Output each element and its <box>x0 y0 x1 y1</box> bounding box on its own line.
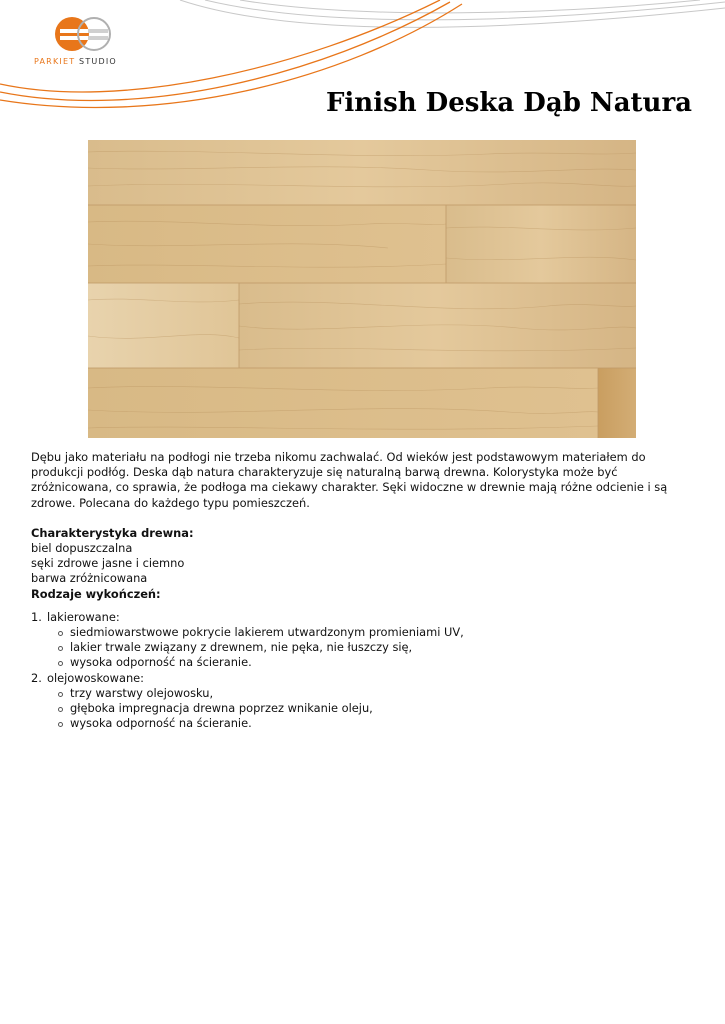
oak-wood-planks-image <box>88 140 636 438</box>
finish-features-list <box>47 625 693 671</box>
description-section <box>31 450 693 731</box>
finish-feature: wysoka odporność na ścieranie. <box>56 655 693 670</box>
finish-number: 2. <box>31 670 42 685</box>
finish-feature: wysoka odporność na ścieranie. <box>56 716 693 731</box>
finish-item-lacquered <box>31 610 693 671</box>
finish-label: lakierowane: <box>47 609 120 624</box>
finish-feature: lakier trwale związany z drewnem, nie pęka, nie łuszczy się, <box>56 640 693 655</box>
characteristics-line: biel dopuszczalna <box>31 541 133 556</box>
finishes-heading: Rodzaje wykończeń: <box>31 586 161 601</box>
characteristics-line: barwa zróżnicowana <box>31 571 148 586</box>
finish-feature: trzy warstwy olejowosku, <box>56 686 693 701</box>
finish-item-oil-wax <box>31 671 693 732</box>
finish-number: 1. <box>31 609 42 624</box>
characteristics-heading: Charakterystyka drewna: <box>31 525 194 540</box>
finish-feature: głęboka impregnacja drewna poprzez wnikanie oleju, <box>56 701 693 716</box>
characteristics-line: sęki zdrowe jasne i ciemno <box>31 556 185 571</box>
brand-name <box>34 57 144 66</box>
brand-name-part1: PARKIET <box>34 57 76 66</box>
finishes-list <box>31 610 693 732</box>
intro-paragraph: Dębu jako materiału na podłogi nie trzeba nikomu zachwalać. Od wieków jest podstawowym materiałem do produkcji podłóg. Deska dąb natura charakteryzuje się naturalną barwą drewna. Kolorystyka może być zróżnicowana, co sprawia, że podłoga ma ciekawy charakter. Sęki widoczne w drewnie mają różne odcienie i są zdrowe. Polecana do każdego typu pomieszczeń. <box>31 450 668 510</box>
finish-feature: siedmiowarstwowe pokrycie lakierem utwardzonym promieniami UV, <box>56 625 693 640</box>
page-title: Finish Deska Dąb Natura <box>325 88 692 118</box>
parkiet-studio-logo-icon <box>54 16 114 54</box>
finish-features-list <box>47 686 693 732</box>
brand-name-part2: STUDIO <box>79 57 117 66</box>
brand-logo <box>34 16 144 70</box>
finish-label: olejowoskowane: <box>47 670 145 685</box>
